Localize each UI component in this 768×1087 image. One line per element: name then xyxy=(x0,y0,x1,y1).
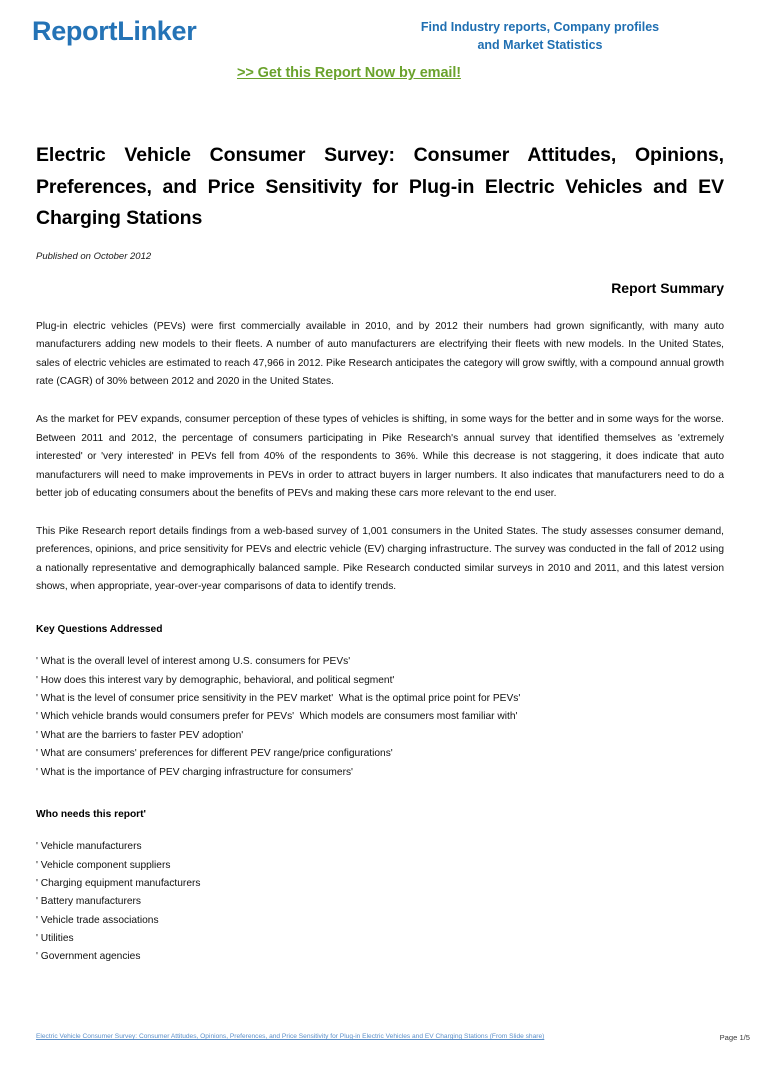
list-item: ' Charging equipment manufacturers xyxy=(36,878,201,889)
published-date: Published on October 2012 xyxy=(36,250,152,262)
who-needs-report-heading: Who needs this report' xyxy=(36,808,146,820)
list-item: ' Government agencies xyxy=(36,951,141,963)
summary-paragraph-2: As the market for PEV expands, consumer perception of these types of vehicles is shifting, in some ways for the better and in some ways for the worse. Between 2011 and 2012, the percentage of consumers participating in Pike Research's annual survey that identified themselves as 'extremely interested' or 'very interested' in PEVs fell from 40% of the respondents to 36%. While this decrease is not staggering, it does indicate that auto manufacturers will need to make improvements in PEVs in order to attract buyers in larger numbers. It also indicates that manufacturers need to do a better job of educating consumers about the benefits of PEVs and making these cars more relevant to the end user. xyxy=(36,413,724,500)
report-summary-heading: Report Summary xyxy=(611,279,724,296)
list-item: ' Utilities xyxy=(36,933,74,945)
summary-paragraph-1: Plug-in electric vehicles (PEVs) were first commercially available in 2010, and by 2012 their numbers had grown significantly, with many auto manufacturers adding new models to their fleets. A number of auto manufacturers are electrifying their fleets with new models. In the United States, sales of electric vehicles are estimated to reach 47,966 in 2012. Pike Research anticipates the category will grow swiftly, with a compound annual growth rate (CAGR) of 30% between 2012 and 2020 in the United States. xyxy=(36,320,724,388)
list-item: ' Which vehicle brands would consumers prefer for PEVs' Which models are consumers most familiar with' xyxy=(36,711,518,723)
get-report-by-email-link[interactable]: >> Get this Report Now by email! xyxy=(236,65,461,81)
site-tagline xyxy=(360,18,720,54)
page-number: Page 1/5 xyxy=(719,1033,750,1042)
site-masthead xyxy=(0,0,768,98)
list-item: ' What is the level of consumer price sensitivity in the PEV market' What is the optimal price point for PEVs' xyxy=(36,693,521,705)
key-questions-heading: Key Questions Addressed xyxy=(36,624,163,636)
document-body xyxy=(36,140,724,967)
list-item: ' What are consumers' preferences for different PEV range/price configurations' xyxy=(36,748,393,760)
summary-paragraph-3: This Pike Research report details findings from a web-based survey of 1,001 consumers in the United States. The study assesses consumer demand, preferences, opinions, and price sensitivity for PEVs and electric vehicle (EV) charging infrastructure. The survey was conducted in the fall of 2012 using a nationally representative and demographically balanced sample. Pike Research conducted similar surveys in 2010 and 2011, and this latest version shows, when appropriate, year-over-year comparisons of data to identify trends. xyxy=(36,525,724,593)
list-item: ' Vehicle manufacturers xyxy=(36,841,142,853)
list-item: ' Battery manufacturers xyxy=(36,896,141,908)
email-cta-container xyxy=(0,64,768,82)
footer-source-link[interactable]: Electric Vehicle Consumer Survey: Consumer Attitudes, Opinions, Preferences, and Price Sensitivity for Plug-in Electric Vehicles and EV Charging Stations (From Slide share) xyxy=(36,1033,545,1040)
tagline-line-2: and Market Statistics xyxy=(477,38,603,53)
list-item: ' Vehicle component suppliers xyxy=(36,859,171,871)
list-item: ' What are the barriers to faster PEV adoption' xyxy=(36,729,244,741)
list-item: ' How does this interest vary by demographic, behavioral, and political segment' xyxy=(36,674,395,686)
report-title: Electric Vehicle Consumer Survey: Consumer Attitudes, Opinions, Preferences, and Price Sensitivity for Plug-in Electric Vehicles and EV Charging Stations xyxy=(36,144,724,230)
who-needs-report-list xyxy=(36,838,724,967)
reportlinker-logo[interactable]: ReportLinker xyxy=(32,16,197,46)
spacer xyxy=(36,296,724,318)
page-footer xyxy=(36,1032,750,1042)
list-item: ' What is the importance of PEV charging infrastructure for consumers' xyxy=(36,766,354,778)
tagline-line-1: Find Industry reports, Company profiles xyxy=(420,20,660,34)
list-item: ' Vehicle trade associations xyxy=(36,914,159,926)
list-item: ' What is the overall level of interest among U.S. consumers for PEVs' xyxy=(36,656,351,668)
key-questions-list xyxy=(36,653,724,782)
